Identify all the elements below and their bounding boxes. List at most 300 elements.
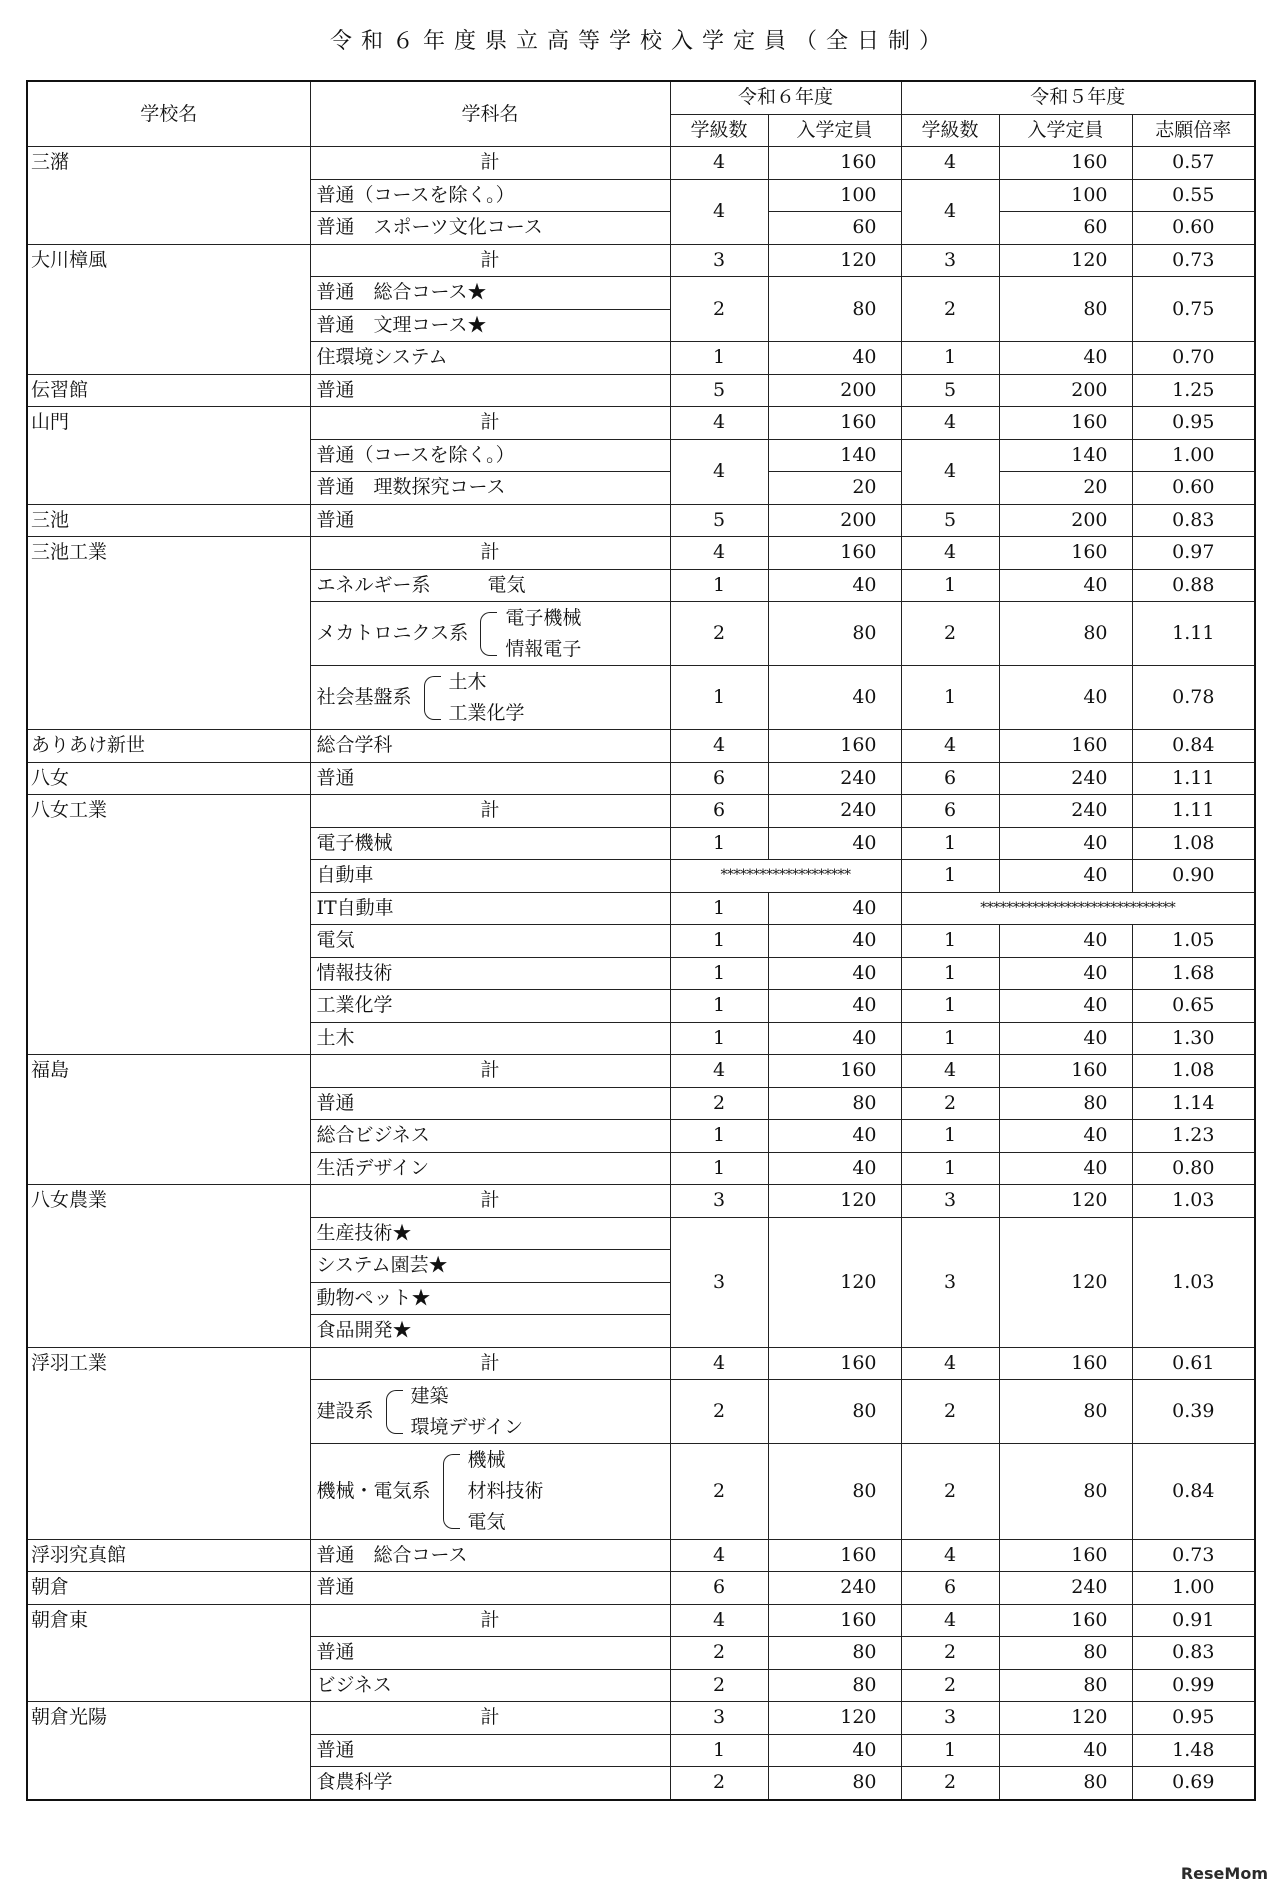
dept-name bbox=[310, 602, 670, 666]
dept-name: 計 bbox=[310, 407, 670, 440]
r5-classes: 2 bbox=[901, 1637, 999, 1670]
r5-capacity: 40 bbox=[999, 860, 1132, 893]
r6-classes: 4 bbox=[670, 1347, 768, 1380]
r5-classes: 1 bbox=[901, 925, 999, 958]
r6-classes: 4 bbox=[670, 1055, 768, 1088]
dept-group bbox=[317, 603, 664, 665]
r6-capacity: 40 bbox=[768, 1152, 901, 1185]
dept-name: 食農科学 bbox=[310, 1767, 670, 1800]
table-row bbox=[27, 407, 1255, 440]
dept-name bbox=[310, 1380, 670, 1444]
r6-classes: 3 bbox=[670, 1185, 768, 1218]
table-row bbox=[27, 374, 1255, 407]
dept-name: 工業化学 bbox=[310, 990, 670, 1023]
r5-ratio: 0.61 bbox=[1132, 1347, 1255, 1380]
r5-capacity: 80 bbox=[999, 1669, 1132, 1702]
dept-name: 電気 bbox=[310, 925, 670, 958]
r6-capacity: 160 bbox=[768, 147, 901, 180]
r5-ratio: 0.55 bbox=[1132, 179, 1255, 212]
table-row bbox=[27, 730, 1255, 763]
r5-ratio: 0.84 bbox=[1132, 730, 1255, 763]
r5-capacity: 160 bbox=[999, 1604, 1132, 1637]
dept-name: 普通 bbox=[310, 504, 670, 537]
r6-capacity: 120 bbox=[768, 244, 901, 277]
r5-capacity: 160 bbox=[999, 1539, 1132, 1572]
r6-classes: 2 bbox=[670, 1669, 768, 1702]
dept-label: メカトロニクス系 bbox=[316, 622, 469, 644]
dept-name: 生産技術★ bbox=[310, 1217, 670, 1250]
r6-capacity: 120 bbox=[768, 1702, 901, 1735]
r5-ratio: 0.70 bbox=[1132, 342, 1255, 375]
r5-classes: 1 bbox=[901, 957, 999, 990]
r5-ratio: 1.25 bbox=[1132, 374, 1255, 407]
r5-classes: 4 bbox=[901, 1347, 999, 1380]
r6-classes: 6 bbox=[670, 1572, 768, 1605]
table-row bbox=[27, 537, 1255, 570]
dept-name: 計 bbox=[310, 537, 670, 570]
r5-capacity: 40 bbox=[999, 990, 1132, 1023]
r6-capacity: 40 bbox=[768, 925, 901, 958]
r6-capacity: 200 bbox=[768, 504, 901, 537]
r6-classes: 4 bbox=[670, 537, 768, 570]
r5-classes: 1 bbox=[901, 342, 999, 375]
r6-classes: 2 bbox=[670, 1087, 768, 1120]
r5-classes: 4 bbox=[901, 439, 999, 504]
r5-ratio: 0.95 bbox=[1132, 1702, 1255, 1735]
r6-capacity: 80 bbox=[768, 277, 901, 342]
dept-name: 計 bbox=[310, 1347, 670, 1380]
dept-name: 計 bbox=[310, 244, 670, 277]
r5-capacity: 120 bbox=[999, 1185, 1132, 1218]
r5-capacity: 40 bbox=[999, 1022, 1132, 1055]
dept-name: ビジネス bbox=[310, 1669, 670, 1702]
r6-capacity: 120 bbox=[768, 1217, 901, 1347]
header-row-1 bbox=[27, 81, 1255, 114]
r6-capacity: 40 bbox=[768, 1120, 901, 1153]
school-name: 朝倉光陽 bbox=[27, 1702, 310, 1800]
r5-capacity: 80 bbox=[999, 1444, 1132, 1540]
dept-group bbox=[317, 1445, 664, 1538]
school-name: 福島 bbox=[27, 1055, 310, 1185]
dept-name: 普通（コースを除く。） bbox=[310, 179, 670, 212]
r5-capacity: 100 bbox=[999, 179, 1132, 212]
r6-classes: 4 bbox=[670, 147, 768, 180]
r6-capacity: 20 bbox=[768, 472, 901, 505]
r5-capacity: 160 bbox=[999, 407, 1132, 440]
r6-classes: 3 bbox=[670, 1702, 768, 1735]
r6-classes: 2 bbox=[670, 602, 768, 666]
r5-classes: 2 bbox=[901, 1669, 999, 1702]
dept-name: 食品開発★ bbox=[310, 1315, 670, 1348]
r5-ratio: 1.30 bbox=[1132, 1022, 1255, 1055]
dept-sub-label: 機械 bbox=[467, 1448, 506, 1471]
r6-capacity: 120 bbox=[768, 1185, 901, 1218]
r5-capacity: 120 bbox=[999, 1702, 1132, 1735]
r5-ratio: 0.97 bbox=[1132, 537, 1255, 570]
r6-capacity: 80 bbox=[768, 1444, 901, 1540]
r6-classes: 1 bbox=[670, 666, 768, 730]
r6-capacity: 160 bbox=[768, 730, 901, 763]
dept-name bbox=[310, 666, 670, 730]
dept-label: 建設系 bbox=[316, 1400, 374, 1422]
r5-classes: 2 bbox=[901, 1380, 999, 1444]
r5-capacity: 40 bbox=[999, 666, 1132, 730]
brace-icon bbox=[443, 1454, 460, 1529]
school-name: 浮羽究真館 bbox=[27, 1539, 310, 1572]
dept-name: 自動車 bbox=[310, 860, 670, 893]
r5-classes: 3 bbox=[901, 1217, 999, 1347]
school-name: 三池工業 bbox=[27, 537, 310, 730]
r5-ratio: 1.00 bbox=[1132, 439, 1255, 472]
r5-classes: 4 bbox=[901, 407, 999, 440]
r5-ratio: 0.99 bbox=[1132, 1669, 1255, 1702]
r5-classes: 1 bbox=[901, 827, 999, 860]
dept-name: 総合ビジネス bbox=[310, 1120, 670, 1153]
dept-sub-label: 情報電子 bbox=[505, 637, 582, 660]
dept-name: 普通 総合コース★ bbox=[310, 277, 670, 310]
school-name: 浮羽工業 bbox=[27, 1347, 310, 1539]
table-row bbox=[27, 1539, 1255, 1572]
r5-ratio: 1.03 bbox=[1132, 1217, 1255, 1347]
dept-name: 計 bbox=[310, 1185, 670, 1218]
r5-capacity: 40 bbox=[999, 957, 1132, 990]
r5-ratio: 0.78 bbox=[1132, 666, 1255, 730]
r5-ratio: 1.08 bbox=[1132, 1055, 1255, 1088]
r5-capacity: 80 bbox=[999, 1380, 1132, 1444]
r5-capacity: 80 bbox=[999, 277, 1132, 342]
r6-capacity: 40 bbox=[768, 957, 901, 990]
r6-capacity: 80 bbox=[768, 1637, 901, 1670]
r6-classes: 6 bbox=[670, 762, 768, 795]
r5-classes: 6 bbox=[901, 795, 999, 828]
dept-sub-label: 工業化学 bbox=[448, 701, 525, 724]
r5-ratio: 0.91 bbox=[1132, 1604, 1255, 1637]
r6-capacity: 140 bbox=[768, 439, 901, 472]
r6-capacity: 200 bbox=[768, 374, 901, 407]
r5-capacity: 160 bbox=[999, 1347, 1132, 1380]
r6-classes: 4 bbox=[670, 730, 768, 763]
dept-name: 普通（コースを除く。） bbox=[310, 439, 670, 472]
header-r5: 令和５年度 bbox=[901, 81, 1255, 114]
r6-classes: 1 bbox=[670, 990, 768, 1023]
dept-name: 住環境システム bbox=[310, 342, 670, 375]
brace-icon bbox=[480, 612, 497, 656]
header-r5-capacity: 入学定員 bbox=[999, 114, 1132, 147]
table-row bbox=[27, 1185, 1255, 1218]
r6-classes: 1 bbox=[670, 342, 768, 375]
header-r6: 令和６年度 bbox=[670, 81, 901, 114]
r5-capacity: 20 bbox=[999, 472, 1132, 505]
r5-ratio: 0.88 bbox=[1132, 569, 1255, 602]
school-name: 朝倉東 bbox=[27, 1604, 310, 1702]
r5-capacity: 40 bbox=[999, 827, 1132, 860]
dept-name: エネルギー系 電気 bbox=[310, 569, 670, 602]
dept-subs bbox=[411, 1381, 524, 1443]
r5-capacity: 80 bbox=[999, 1087, 1132, 1120]
dept-sub-label: 電気 bbox=[467, 1510, 506, 1533]
r6-classes: 1 bbox=[670, 957, 768, 990]
r5-ratio: 0.73 bbox=[1132, 244, 1255, 277]
r6-capacity: 240 bbox=[768, 762, 901, 795]
r5-capacity: 80 bbox=[999, 602, 1132, 666]
r5-capacity: 40 bbox=[999, 1152, 1132, 1185]
header-dept: 学科名 bbox=[310, 81, 670, 147]
r5-classes: 4 bbox=[901, 537, 999, 570]
page-title: 令和６年度県立高等学校入学定員（全日制） bbox=[329, 29, 950, 54]
r6-capacity: 40 bbox=[768, 892, 901, 925]
school-name: 大川樟風 bbox=[27, 244, 310, 374]
dept-name: 計 bbox=[310, 147, 670, 180]
r5-capacity: 40 bbox=[999, 342, 1132, 375]
r5-classes: 3 bbox=[901, 244, 999, 277]
dept-label: 社会基盤系 bbox=[316, 686, 412, 708]
r5-ratio: 1.68 bbox=[1132, 957, 1255, 990]
r5-classes: 6 bbox=[901, 1572, 999, 1605]
r5-ratio: 0.65 bbox=[1132, 990, 1255, 1023]
r6-classes: 2 bbox=[670, 1637, 768, 1670]
r5-classes: 2 bbox=[901, 1767, 999, 1800]
r6-capacity: 80 bbox=[768, 602, 901, 666]
dept-subs bbox=[505, 603, 581, 665]
r5-classes: 4 bbox=[901, 147, 999, 180]
r5-ratio: 1.23 bbox=[1132, 1120, 1255, 1153]
r6-capacity: 40 bbox=[768, 569, 901, 602]
dept-name: 普通 bbox=[310, 1637, 670, 1670]
brace-icon bbox=[386, 1390, 403, 1434]
r5-classes: 1 bbox=[901, 1022, 999, 1055]
table-row bbox=[27, 1347, 1255, 1380]
header-school: 学校名 bbox=[27, 81, 310, 147]
table-row bbox=[27, 504, 1255, 537]
school-name: 朝倉 bbox=[27, 1572, 310, 1605]
r6-capacity: 160 bbox=[768, 537, 901, 570]
r6-classes: 2 bbox=[670, 277, 768, 342]
r5-capacity: 240 bbox=[999, 762, 1132, 795]
r6-classes: 4 bbox=[670, 407, 768, 440]
r5-ratio: 0.83 bbox=[1132, 504, 1255, 537]
dept-name: 普通 文理コース★ bbox=[310, 309, 670, 342]
dept-name: 情報技術 bbox=[310, 957, 670, 990]
r5-ratio: 1.03 bbox=[1132, 1185, 1255, 1218]
r5-classes: 1 bbox=[901, 1152, 999, 1185]
r6-classes: 2 bbox=[670, 1767, 768, 1800]
r5-classes: 5 bbox=[901, 374, 999, 407]
dept-name: システム園芸★ bbox=[310, 1250, 670, 1283]
dept-group bbox=[317, 667, 664, 729]
r6-capacity: 40 bbox=[768, 666, 901, 730]
school-name: ありあけ新世 bbox=[27, 730, 310, 763]
r6-capacity: 80 bbox=[768, 1669, 901, 1702]
r5-capacity: 40 bbox=[999, 925, 1132, 958]
r5-ratio: 1.08 bbox=[1132, 827, 1255, 860]
r5-ratio: 0.95 bbox=[1132, 407, 1255, 440]
dept-name: 総合学科 bbox=[310, 730, 670, 763]
r5-classes: 4 bbox=[901, 179, 999, 244]
r6-classes: 1 bbox=[670, 569, 768, 602]
r6-classes: 3 bbox=[670, 244, 768, 277]
r5-capacity: 240 bbox=[999, 1572, 1132, 1605]
r5-classes: 1 bbox=[901, 666, 999, 730]
r5-ratio: 1.14 bbox=[1132, 1087, 1255, 1120]
school-name: 三池 bbox=[27, 504, 310, 537]
r6-capacity: 80 bbox=[768, 1087, 901, 1120]
school-name: 三潴 bbox=[27, 147, 310, 245]
r5-classes: 2 bbox=[901, 1444, 999, 1540]
r5-classes: 4 bbox=[901, 730, 999, 763]
dept-name bbox=[310, 1444, 670, 1540]
dept-name: 普通 理数探究コース bbox=[310, 472, 670, 505]
r5-capacity: 160 bbox=[999, 730, 1132, 763]
r5-ratio: 0.39 bbox=[1132, 1380, 1255, 1444]
r5-ratio: 1.11 bbox=[1132, 795, 1255, 828]
r5-capacity: 40 bbox=[999, 569, 1132, 602]
r6-classes: 4 bbox=[670, 439, 768, 504]
r5-classes: 1 bbox=[901, 569, 999, 602]
header-r5-classes: 学級数 bbox=[901, 114, 999, 147]
r5-ratio: 0.90 bbox=[1132, 860, 1255, 893]
r5-capacity: 160 bbox=[999, 1055, 1132, 1088]
r6-capacity: 160 bbox=[768, 407, 901, 440]
r6-classes: 1 bbox=[670, 925, 768, 958]
r5-classes: 1 bbox=[901, 990, 999, 1023]
r5-classes: 3 bbox=[901, 1702, 999, 1735]
table-row bbox=[27, 1604, 1255, 1637]
r6-classes: 1 bbox=[670, 1022, 768, 1055]
school-name: 八女農業 bbox=[27, 1185, 310, 1348]
r5-capacity: 120 bbox=[999, 244, 1132, 277]
dept-subs bbox=[449, 667, 525, 729]
table-row bbox=[27, 244, 1255, 277]
r5-capacity: 40 bbox=[999, 1734, 1132, 1767]
dept-name: 普通 bbox=[310, 1734, 670, 1767]
r5-ratio: 1.48 bbox=[1132, 1734, 1255, 1767]
r6-capacity: 160 bbox=[768, 1539, 901, 1572]
dept-name: 計 bbox=[310, 1055, 670, 1088]
r6-classes: 2 bbox=[670, 1380, 768, 1444]
table-row bbox=[27, 795, 1255, 828]
r6-classes: 1 bbox=[670, 827, 768, 860]
r5-capacity: 80 bbox=[999, 1637, 1132, 1670]
dept-name: 計 bbox=[310, 1702, 670, 1735]
dept-name: 普通 bbox=[310, 762, 670, 795]
r5-classes: 4 bbox=[901, 1055, 999, 1088]
dept-name: IT自動車 bbox=[310, 892, 670, 925]
r5-ratio: 1.05 bbox=[1132, 925, 1255, 958]
r5-capacity: 40 bbox=[999, 1120, 1132, 1153]
r5-ratio: 0.69 bbox=[1132, 1767, 1255, 1800]
header-r5-ratio: 志願倍率 bbox=[1132, 114, 1255, 147]
r6-capacity: 40 bbox=[768, 1734, 901, 1767]
r6-classes: 6 bbox=[670, 795, 768, 828]
brace-icon bbox=[424, 676, 441, 720]
r6-classes: 3 bbox=[670, 1217, 768, 1347]
dept-name: 普通 bbox=[310, 1572, 670, 1605]
r5-ratio: 0.75 bbox=[1132, 277, 1255, 342]
r6-capacity: 240 bbox=[768, 795, 901, 828]
dept-name: 普通 スポーツ文化コース bbox=[310, 212, 670, 245]
dept-name: 普通 総合コース bbox=[310, 1539, 670, 1572]
r5-capacity: 160 bbox=[999, 537, 1132, 570]
resemom-logo: ReseMom bbox=[1180, 1864, 1268, 1883]
r6-capacity: 160 bbox=[768, 1604, 901, 1637]
r6-capacity: 240 bbox=[768, 1572, 901, 1605]
r5-capacity: 80 bbox=[999, 1767, 1132, 1800]
r5-classes: 6 bbox=[901, 762, 999, 795]
r5-ratio: 0.73 bbox=[1132, 1539, 1255, 1572]
r6-capacity: 80 bbox=[768, 1767, 901, 1800]
r5-ratio: 0.60 bbox=[1132, 472, 1255, 505]
r5-classes: 4 bbox=[901, 1539, 999, 1572]
r5-classes: 3 bbox=[901, 1185, 999, 1218]
dept-group bbox=[317, 1381, 664, 1443]
dept-sub-label: 土木 bbox=[448, 670, 487, 693]
r5-not-offered: ****************************** bbox=[901, 892, 1255, 925]
r6-classes: 2 bbox=[670, 1444, 768, 1540]
r5-capacity: 240 bbox=[999, 795, 1132, 828]
table-body bbox=[27, 147, 1255, 1800]
dept-name: 普通 bbox=[310, 1087, 670, 1120]
r5-capacity: 200 bbox=[999, 374, 1132, 407]
r5-classes: 2 bbox=[901, 1087, 999, 1120]
r6-capacity: 40 bbox=[768, 342, 901, 375]
r5-ratio: 1.11 bbox=[1132, 762, 1255, 795]
table-row bbox=[27, 147, 1255, 180]
r5-capacity: 140 bbox=[999, 439, 1132, 472]
r5-ratio: 0.80 bbox=[1132, 1152, 1255, 1185]
r5-ratio: 0.84 bbox=[1132, 1444, 1255, 1540]
dept-subs bbox=[468, 1445, 544, 1538]
r6-capacity: 160 bbox=[768, 1347, 901, 1380]
r5-ratio: 0.83 bbox=[1132, 1637, 1255, 1670]
r6-classes: 5 bbox=[670, 374, 768, 407]
r6-capacity: 80 bbox=[768, 1380, 901, 1444]
r6-classes: 4 bbox=[670, 179, 768, 244]
dept-label: 機械・電気系 bbox=[316, 1479, 431, 1502]
r5-classes: 5 bbox=[901, 504, 999, 537]
table-row bbox=[27, 1572, 1255, 1605]
header-r6-capacity: 入学定員 bbox=[768, 114, 901, 147]
r6-classes: 1 bbox=[670, 1152, 768, 1185]
dept-name: 生活デザイン bbox=[310, 1152, 670, 1185]
r5-ratio: 1.00 bbox=[1132, 1572, 1255, 1605]
r5-ratio: 0.57 bbox=[1132, 147, 1255, 180]
r6-capacity: 160 bbox=[768, 1055, 901, 1088]
table-row bbox=[27, 1702, 1255, 1735]
r6-not-offered: ******************** bbox=[670, 860, 901, 893]
r5-capacity: 200 bbox=[999, 504, 1132, 537]
r5-ratio: 1.11 bbox=[1132, 602, 1255, 666]
r6-capacity: 100 bbox=[768, 179, 901, 212]
r5-classes: 1 bbox=[901, 1120, 999, 1153]
r5-classes: 4 bbox=[901, 1604, 999, 1637]
dept-name: 土木 bbox=[310, 1022, 670, 1055]
r5-capacity: 160 bbox=[999, 147, 1132, 180]
school-name: 山門 bbox=[27, 407, 310, 505]
r5-classes: 1 bbox=[901, 1734, 999, 1767]
r6-classes: 5 bbox=[670, 504, 768, 537]
dept-name: 計 bbox=[310, 1604, 670, 1637]
dept-name: 電子機械 bbox=[310, 827, 670, 860]
r6-capacity: 60 bbox=[768, 212, 901, 245]
dept-sub-label: 材料技術 bbox=[467, 1479, 544, 1502]
r6-capacity: 40 bbox=[768, 1022, 901, 1055]
school-name: 八女工業 bbox=[27, 795, 310, 1055]
table-row bbox=[27, 762, 1255, 795]
table-row bbox=[27, 1055, 1255, 1088]
r6-classes: 4 bbox=[670, 1604, 768, 1637]
r6-capacity: 40 bbox=[768, 990, 901, 1023]
r6-classes: 1 bbox=[670, 1734, 768, 1767]
